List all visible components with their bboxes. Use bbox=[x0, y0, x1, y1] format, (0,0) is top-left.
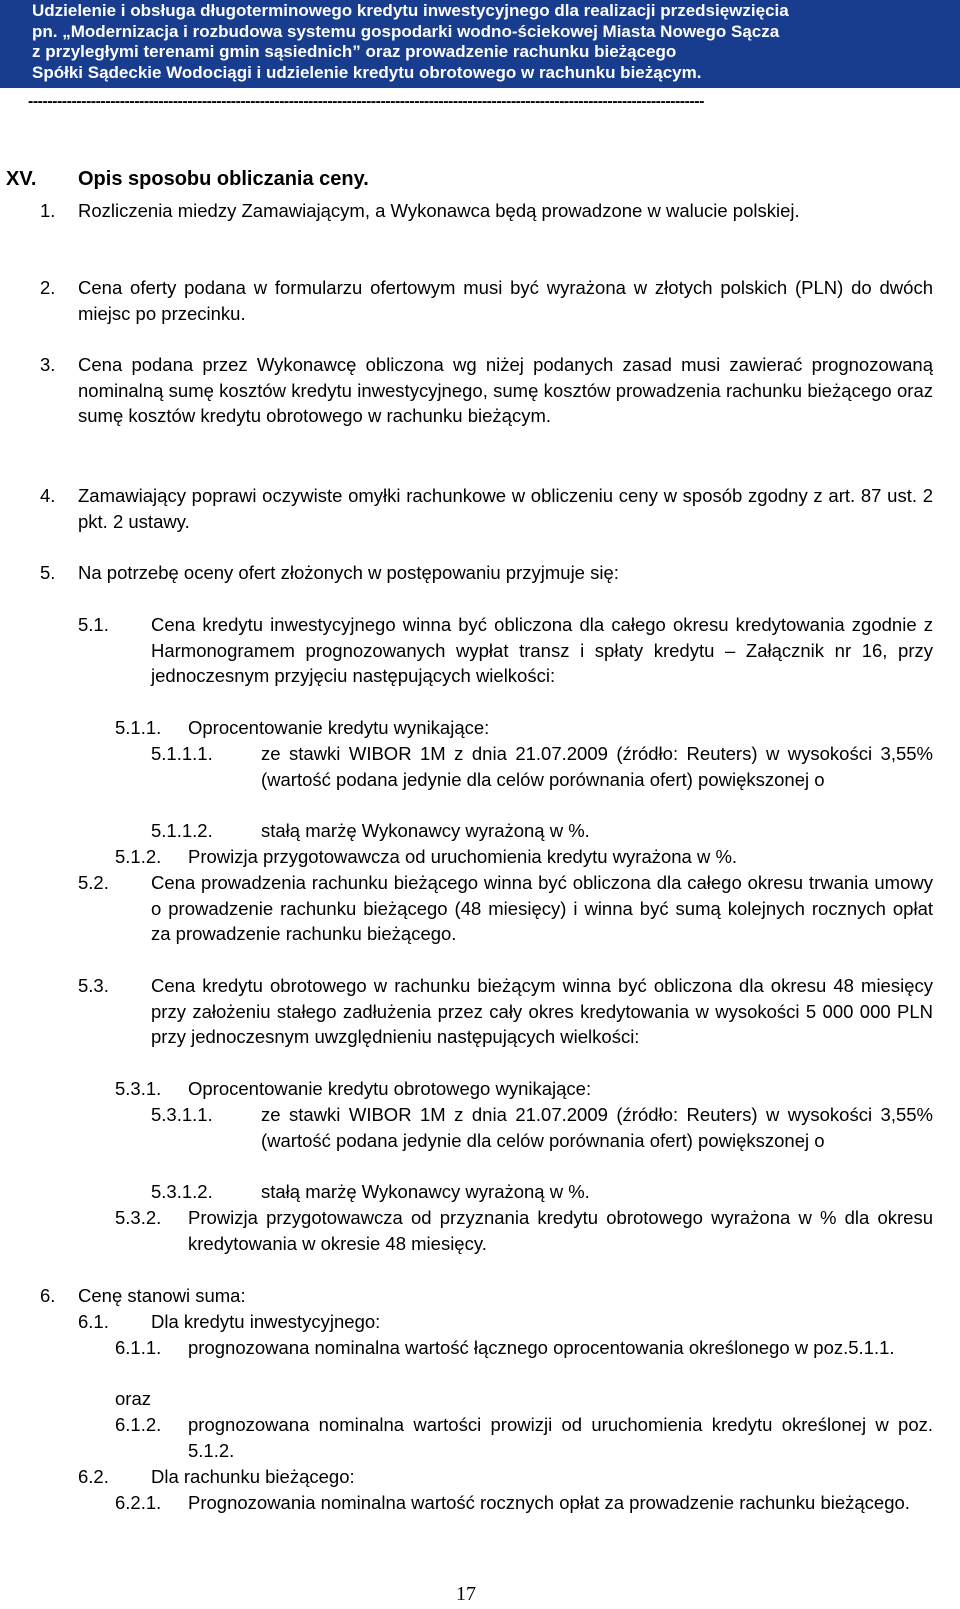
item-number: 2. bbox=[40, 277, 56, 298]
document-header bbox=[0, 0, 960, 88]
item-text: Na potrzebę oceny ofert złożonych w postępowaniu przyjmuje się: bbox=[78, 562, 619, 583]
section-title: Opis sposobu obliczania ceny. bbox=[78, 168, 369, 190]
item-text: Cena podana przez Wykonawcę obliczona wg niżej podanych zasad musi zawierać prognozowaną nominalną sumę kosztów kredytu inwestycyjnego, sumę kosztów prowadzenia rachunku bieżącego oraz sumę kosztów kredytu obrotowego w rachunku bieżącym. bbox=[78, 354, 933, 426]
item-text: Oprocentowanie kredytu obrotowego wynikające: bbox=[188, 1078, 592, 1099]
item-number: 4. bbox=[40, 485, 56, 506]
item-number: 6.1.1. bbox=[115, 1337, 162, 1358]
item-number: 5.3. bbox=[78, 975, 109, 996]
item-text: Rozliczenia miedzy Zamawiającym, a Wykonawca będą prowadzone w walucie polskiej. bbox=[78, 200, 800, 221]
item-text: Cena kredytu obrotowego w rachunku bieżącym winna być obliczona dla okresu 48 miesięcy przy założeniu stałego zadłużenia przez cały okres kredytowania w wysokości 5 000 000 PLN przy jednoczesnym uwzględnieniu następujących wielkości: bbox=[151, 975, 933, 1047]
page-number: 17 bbox=[456, 1583, 476, 1605]
item-number: 6.1. bbox=[78, 1311, 109, 1332]
item-text: Prowizja przygotowawcza od przyznania kredytu obrotowego wyrażona w % dla okresu kredytowania w okresie 48 miesięcy. bbox=[188, 1207, 933, 1254]
item-text: Cena prowadzenia rachunku bieżącego winna być obliczona dla całego okresu trwania umowy o prowadzenie rachunku bieżącego (48 miesięcy) i winna być sumą kolejnych rocznych opłat za prowadzenie rachunku bieżącego. bbox=[151, 872, 933, 944]
item-number: 5.1. bbox=[78, 614, 109, 635]
item-number: 5.1.1.2. bbox=[151, 820, 213, 841]
item-text: prognozowana nominalna wartości prowizji od uruchomienia kredytu określonej w poz. 5.1.2. bbox=[188, 1414, 933, 1461]
item-text: Prowizja przygotowawcza od uruchomienia kredytu wyrażona w %. bbox=[188, 846, 738, 867]
item-number: 6. bbox=[40, 1285, 56, 1306]
item-number: 6.2. bbox=[78, 1466, 109, 1487]
item-text: Cena kredytu inwestycyjnego winna być obliczona dla całego okresu kredytowania zgodnie z Harmonogramem prognozowanych wypłat transz i spłaty kredytu – Załącznik nr 16, przy jednoczesnym przyjęciu następujących wielkości: bbox=[151, 614, 933, 686]
header-line-3: z przyległymi terenami gmin sąsiednich” oraz prowadzenie rachunku bieżącego bbox=[32, 42, 677, 62]
item-number: 5.3.1.1. bbox=[151, 1104, 213, 1125]
item-text: stałą marżę Wykonawcy wyrażoną w %. bbox=[261, 820, 590, 841]
item-text: Oprocentowanie kredytu wynikające: bbox=[188, 717, 490, 738]
header-line-1: Udzielenie i obsługa długoterminowego kredytu inwestycyjnego dla realizacji przedsięwzięcia bbox=[32, 1, 789, 20]
connector-text: oraz bbox=[115, 1388, 151, 1409]
item-number: 5.3.2. bbox=[115, 1207, 162, 1228]
item-number: 5.3.1. bbox=[115, 1078, 162, 1099]
item-text: ze stawki WIBOR 1M z dnia 21.07.2009 (źródło: Reuters) w wysokości 3,55% (wartość podana jedynie dla celów porównania ofert) powiększonej o bbox=[261, 743, 933, 790]
item-text: Prognozowania nominalna wartość rocznych opłat za prowadzenie rachunku bieżącego. bbox=[188, 1492, 910, 1513]
section-number: XV. bbox=[6, 168, 37, 190]
item-number: 5.1.1.1. bbox=[151, 743, 213, 764]
item-text: Zamawiający poprawi oczywiste omyłki rachunkowe w obliczeniu ceny w sposób zgodny z art. 87 ust. 2 pkt. 2 ustawy. bbox=[78, 485, 933, 532]
item-number: 6.1.2. bbox=[115, 1414, 162, 1435]
item-text: Cena oferty podana w formularzu ofertowym musi być wyrażona w złotych polskich (PLN) do dwóch miejsc po przecinku. bbox=[78, 277, 933, 324]
item-text: Dla kredytu inwestycyjnego: bbox=[151, 1311, 381, 1332]
item-text: Dla rachunku bieżącego: bbox=[151, 1466, 355, 1487]
item-number: 5. bbox=[40, 562, 56, 583]
item-text: ze stawki WIBOR 1M z dnia 21.07.2009 (źródło: Reuters) w wysokości 3,55% (wartość podana jedynie dla celów porównania ofert) powiększonej o bbox=[261, 1104, 933, 1151]
item-number: 1. bbox=[40, 200, 56, 221]
item-number: 3. bbox=[40, 354, 56, 375]
header-line-2: pn. „Modernizacja i rozbudowa systemu gospodarki wodno-ściekowej Miasta Nowego Sącza bbox=[32, 21, 780, 41]
item-number: 5.3.1.2. bbox=[151, 1181, 213, 1202]
item-number: 5.1.2. bbox=[115, 846, 162, 867]
item-number: 6.2.1. bbox=[115, 1492, 162, 1513]
item-number: 5.1.1. bbox=[115, 717, 162, 738]
item-text: stałą marżę Wykonawcy wyrażoną w %. bbox=[261, 1181, 590, 1202]
header-line-4: Spółki Sądeckie Wodociągi i udzielenie kredytu obrotowego w rachunku bieżącym. bbox=[32, 62, 702, 82]
header-separator: -------------------------------------------------------------------------------------------------------------------------------------------- bbox=[28, 94, 704, 110]
item-text: Cenę stanowi suma: bbox=[78, 1285, 246, 1306]
item-number: 5.2. bbox=[78, 872, 109, 893]
item-text: prognozowana nominalna wartość łącznego oprocentowania określonego w poz.5.1.1. bbox=[188, 1337, 895, 1358]
